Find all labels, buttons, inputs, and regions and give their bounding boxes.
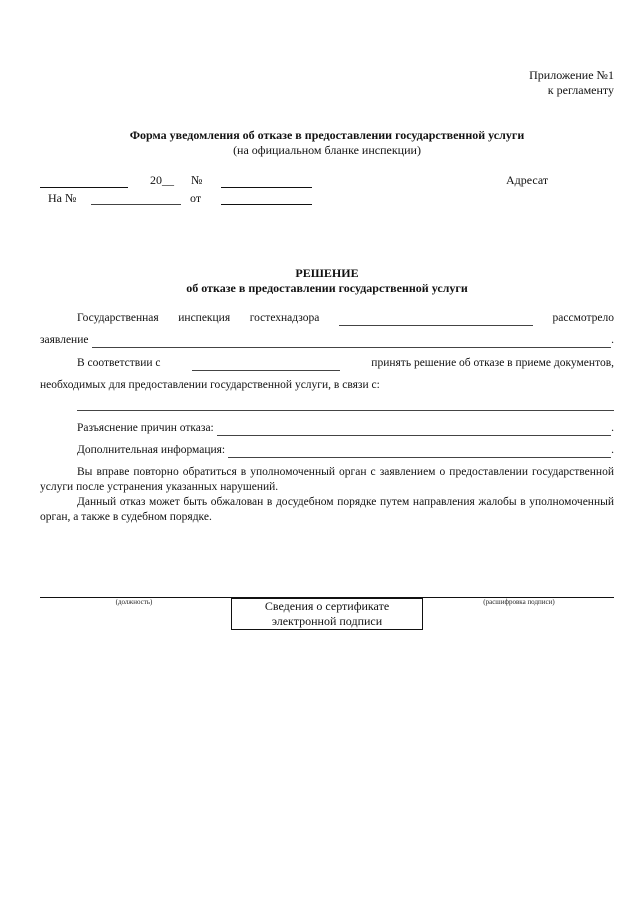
- p1-word-state: Государственная: [77, 312, 159, 324]
- additional-period: .: [611, 444, 614, 456]
- reasons-label: Разъяснение причин отказа:: [77, 422, 214, 434]
- p1-word-inspection: инспекция: [178, 312, 231, 324]
- addressee-label: Адресат: [506, 173, 549, 187]
- paragraph-1-line-2: [40, 333, 614, 348]
- additional-field[interactable]: [228, 446, 611, 458]
- reasons-row: [77, 421, 614, 436]
- additional-label: Дополнительная информация:: [77, 444, 226, 456]
- p2-according-label: В соответствии с: [77, 357, 161, 369]
- p1-period: .: [611, 334, 614, 346]
- p1-application-label: заявление: [40, 334, 89, 346]
- paragraph-1-line-1: [77, 311, 614, 326]
- date-line: [40, 187, 128, 188]
- paragraph-3: Вы вправе повторно обратиться в уполномоченный орган с заявлением о предоставлении государственной услуги после устранения указанных нарушений.: [40, 466, 614, 493]
- p1-word-reviewed: рассмотрело: [552, 312, 614, 324]
- reasons-period: .: [611, 422, 614, 434]
- decision-heading: РЕШЕНИЕ: [295, 266, 359, 280]
- form-subtitle: (на официальном бланке инспекции): [233, 143, 421, 157]
- position-caption: (должность): [115, 598, 153, 606]
- appendix-label: Приложение №1: [529, 68, 614, 82]
- decision-subheading: об отказе в предоставлении государственной услуги: [186, 281, 468, 295]
- name-caption: (расшифровка подписи): [483, 598, 555, 606]
- signature-certificate-box: [231, 598, 423, 630]
- certificate-line-1: Сведения о сертификате: [264, 599, 390, 613]
- regulation-label: к регламенту: [547, 83, 614, 97]
- reason-field[interactable]: [77, 410, 614, 411]
- additional-row: [77, 443, 614, 458]
- number-label: №: [191, 173, 203, 187]
- paragraph-2-line-1: [77, 356, 614, 371]
- year-label: 20__: [150, 173, 174, 187]
- p2-decision-text: принять решение об отказе в приеме документов,: [371, 357, 614, 369]
- paragraph-2-line-2: необходимых для предоставлении государственной услуги, в связи с:: [40, 379, 380, 391]
- legal-basis-field[interactable]: [192, 359, 340, 371]
- paragraph-4: Данный отказ может быть обжалован в досудебном порядке путем направления жалобы в уполномоченный орган, а также в судебном порядке.: [40, 496, 614, 523]
- inspection-name-field[interactable]: [339, 314, 533, 326]
- number-line: [221, 187, 312, 188]
- application-details-field[interactable]: [92, 336, 611, 348]
- ref-date-label: от: [190, 191, 202, 205]
- certificate-line-2: электронной подписи: [271, 614, 383, 628]
- ref-number-label: На №: [48, 191, 77, 205]
- form-title: Форма уведомления об отказе в предоставлении государственной услуги: [129, 128, 525, 142]
- reasons-field[interactable]: [217, 424, 611, 436]
- ref-number-line: [91, 204, 181, 205]
- p1-word-gostekhnadzor: гостехнадзора: [249, 312, 320, 324]
- ref-date-line: [221, 204, 312, 205]
